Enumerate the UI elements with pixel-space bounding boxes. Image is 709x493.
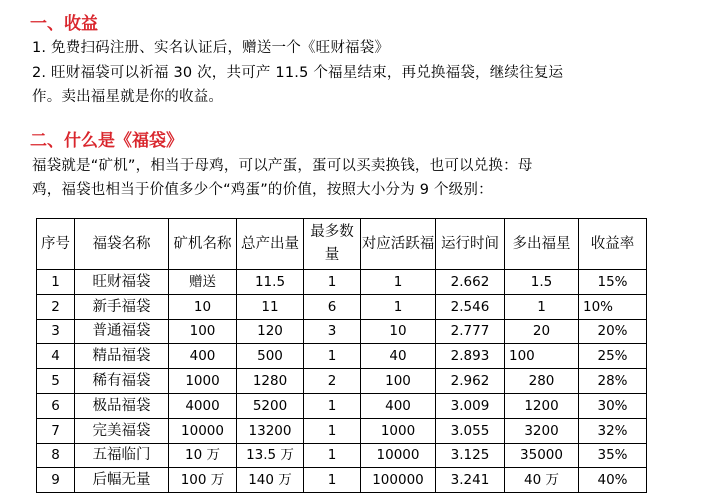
cell-max-quantity: 2 [304, 369, 361, 394]
cell-run-time: 3.125 [436, 443, 505, 468]
cell-yield: 10% [579, 294, 647, 319]
cell-run-time: 2.893 [436, 344, 505, 369]
cell-miner-name: 1000 [169, 369, 237, 394]
table-row [37, 344, 647, 369]
cell-index: 3 [37, 319, 75, 344]
table-row [37, 468, 647, 493]
table-row [37, 418, 647, 443]
section2-desc-line2: 鸡，福袋也相当于价值多少个“鸡蛋”的价值，按照大小分为 9 个级别： [32, 182, 493, 198]
section1-item1: 1. 免费扫码注册、实名认证后，赠送一个《旺财福袋》 [32, 40, 390, 56]
cell-extra-stars: 100 [505, 344, 579, 369]
cell-extra-stars: 1 [505, 294, 579, 319]
cell-total-output: 120 [237, 319, 304, 344]
cell-name: 稀有福袋 [75, 369, 169, 394]
cell-name: 普通福袋 [75, 319, 169, 344]
cell-max-quantity: 1 [304, 344, 361, 369]
cell-max-quantity: 1 [304, 418, 361, 443]
cell-extra-stars: 40 万 [505, 468, 579, 493]
cell-run-time: 3.241 [436, 468, 505, 493]
cell-total-output: 140 万 [237, 468, 304, 493]
cell-active-fu: 400 [361, 393, 436, 418]
cell-yield: 28% [579, 369, 647, 394]
cell-total-output: 500 [237, 344, 304, 369]
cell-active-fu: 40 [361, 344, 436, 369]
cell-yield: 40% [579, 468, 647, 493]
section1-item2-line1: 2. 旺财福袋可以祈福 30 次，共可产 11.5 个福星结束，再兑换福袋，继续往复运 [32, 65, 564, 81]
cell-name: 后幅无量 [75, 468, 169, 493]
col-header-total-output: 总产出量 [237, 219, 304, 270]
col-header-max-quantity: 最多数量 [304, 219, 361, 270]
cell-yield: 32% [579, 418, 647, 443]
cell-active-fu: 100 [361, 369, 436, 394]
section1-item2-line2: 作。卖出福星就是你的收益。 [32, 89, 224, 105]
cell-total-output: 13.5 万 [237, 443, 304, 468]
section2-desc-line1: 福袋就是“矿机”，相当于母鸡，可以产蛋，蛋可以买卖换钱，也可以兑换：母 [32, 158, 533, 174]
cell-extra-stars: 1200 [505, 393, 579, 418]
col-header-miner-name: 矿机名称 [169, 219, 237, 270]
cell-index: 8 [37, 443, 75, 468]
cell-index: 5 [37, 369, 75, 394]
table-row [37, 270, 647, 295]
cell-miner-name: 100 [169, 319, 237, 344]
cell-run-time: 3.009 [436, 393, 505, 418]
cell-index: 2 [37, 294, 75, 319]
cell-total-output: 5200 [237, 393, 304, 418]
cell-index: 9 [37, 468, 75, 493]
cell-index: 6 [37, 393, 75, 418]
cell-name: 精品福袋 [75, 344, 169, 369]
cell-run-time: 2.962 [436, 369, 505, 394]
cell-extra-stars: 35000 [505, 443, 579, 468]
cell-index: 7 [37, 418, 75, 443]
cell-yield: 25% [579, 344, 647, 369]
cell-name: 旺财福袋 [75, 270, 169, 295]
col-header-run-time: 运行时间 [436, 219, 505, 270]
cell-max-quantity: 1 [304, 393, 361, 418]
cell-miner-name: 100 万 [169, 468, 237, 493]
cell-extra-stars: 20 [505, 319, 579, 344]
table-row [37, 369, 647, 394]
cell-miner-name: 赠送 [169, 270, 237, 295]
cell-total-output: 11 [237, 294, 304, 319]
cell-name: 完美福袋 [75, 418, 169, 443]
cell-max-quantity: 3 [304, 319, 361, 344]
fudai-levels-table [36, 218, 647, 493]
cell-yield: 20% [579, 319, 647, 344]
cell-total-output: 13200 [237, 418, 304, 443]
cell-run-time: 2.546 [436, 294, 505, 319]
cell-active-fu: 10 [361, 319, 436, 344]
cell-max-quantity: 1 [304, 270, 361, 295]
cell-miner-name: 10000 [169, 418, 237, 443]
cell-yield: 30% [579, 393, 647, 418]
cell-extra-stars: 3200 [505, 418, 579, 443]
cell-active-fu: 10000 [361, 443, 436, 468]
col-header-extra-stars: 多出福星 [505, 219, 579, 270]
table-row [37, 393, 647, 418]
cell-active-fu: 1000 [361, 418, 436, 443]
cell-run-time: 2.662 [436, 270, 505, 295]
cell-total-output: 1280 [237, 369, 304, 394]
table-row [37, 319, 647, 344]
cell-max-quantity: 1 [304, 443, 361, 468]
cell-active-fu: 1 [361, 270, 436, 295]
cell-max-quantity: 1 [304, 468, 361, 493]
cell-index: 1 [37, 270, 75, 295]
cell-extra-stars: 280 [505, 369, 579, 394]
cell-yield: 35% [579, 443, 647, 468]
cell-index: 4 [37, 344, 75, 369]
cell-name: 新手福袋 [75, 294, 169, 319]
cell-run-time: 3.055 [436, 418, 505, 443]
cell-total-output: 11.5 [237, 270, 304, 295]
col-header-active-fu: 对应活跃福 [361, 219, 436, 270]
cell-name: 极品福袋 [75, 393, 169, 418]
col-header-yield: 收益率 [579, 219, 647, 270]
cell-max-quantity: 6 [304, 294, 361, 319]
table-header-row [37, 219, 647, 270]
cell-miner-name: 400 [169, 344, 237, 369]
col-header-name: 福袋名称 [75, 219, 169, 270]
cell-miner-name: 10 万 [169, 443, 237, 468]
cell-active-fu: 1 [361, 294, 436, 319]
section2-heading: 二、什么是《福袋》 [30, 131, 183, 151]
cell-extra-stars: 1.5 [505, 270, 579, 295]
cell-run-time: 2.777 [436, 319, 505, 344]
cell-yield: 15% [579, 270, 647, 295]
cell-miner-name: 4000 [169, 393, 237, 418]
table-row [37, 294, 647, 319]
cell-miner-name: 10 [169, 294, 237, 319]
col-header-index: 序号 [37, 219, 75, 270]
cell-name: 五福临门 [75, 443, 169, 468]
section1-heading: 一、收益 [30, 14, 98, 34]
cell-active-fu: 100000 [361, 468, 436, 493]
table-row [37, 443, 647, 468]
